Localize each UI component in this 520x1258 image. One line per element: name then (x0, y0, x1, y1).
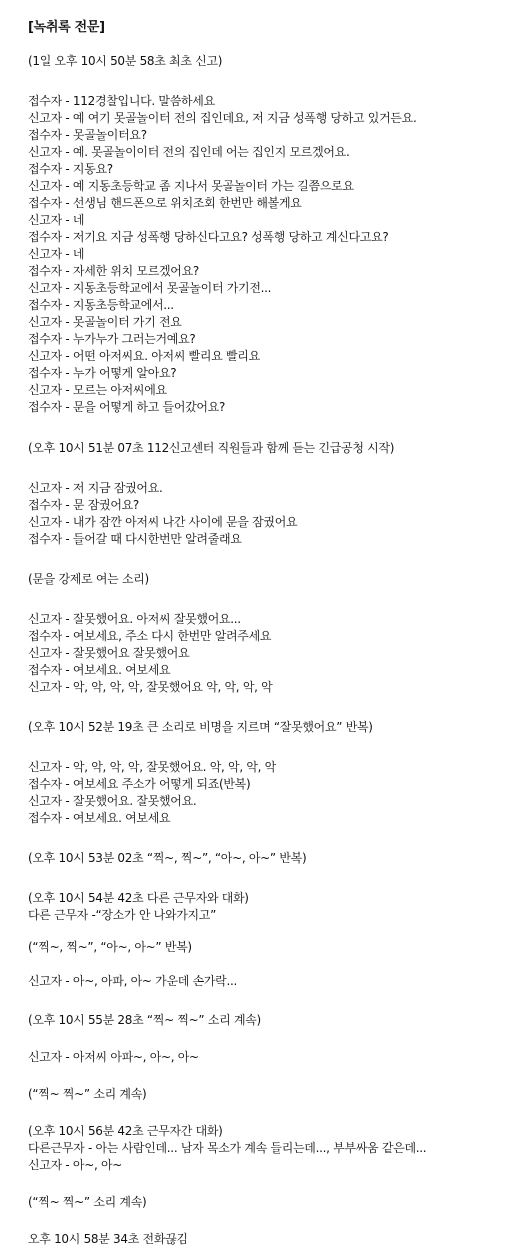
transcript-line: 접수자 - 들어갈 때 다시한번만 알려줄래요 (28, 532, 242, 546)
transcript-line: 접수자 - 지동초등학교에서... (28, 298, 174, 312)
transcript-line: 신고자 - 아~, 아파, 아~ 가운데 손가락... (28, 974, 237, 988)
transcript-line: 접수자 - 여보세요. 여보세요 (28, 663, 171, 677)
transcript-line: 접수자 - 선생님 핸드폰으로 위치조회 한번만 해볼게요 (28, 196, 302, 210)
transcript-line: 접수자 - 여보세요 주소가 어떻게 되죠(반복) (28, 777, 251, 791)
transcript-line: (“찍~ 찍~” 소리 계속) (28, 1195, 147, 1209)
transcript-line: 접수자 - 문 잠궜어요? (28, 498, 139, 512)
transcript-line: (오후 10시 52분 19초 큰 소리로 비명을 지르며 “잘못했어요” 반복) (28, 720, 373, 734)
transcript-line: 오후 10시 58분 34초 전화끊김 (28, 1232, 188, 1246)
transcript-line: (“찍~ 찍~” 소리 계속) (28, 1087, 147, 1101)
transcript-line: 접수자 - 자세한 위치 모르겠어요? (28, 264, 199, 278)
transcript-line: (오후 10시 56분 42초 근무자간 대화) (28, 1124, 223, 1138)
transcript-line: 신고자 - 지동초등학교에서 못골놀이터 가기전... (28, 281, 272, 295)
transcript-line: 접수자 - 여보세요. 여보세요 (28, 811, 171, 825)
transcript-line: (오후 10시 54분 42초 다른 근무자와 대화) (28, 891, 249, 905)
transcript-line: 신고자 - 악, 악, 악, 악, 잘못했어요. 악, 악, 악, 악 (28, 760, 276, 774)
transcript-line: 신고자 - 예. 못골놀이이터 전의 집인데 어는 집인지 모르겠어요. (28, 145, 350, 159)
transcript-line: (오후 10시 55분 28초 “찍~ 찍~” 소리 계속) (28, 1013, 261, 1027)
transcript-line: (1일 오후 10시 50분 58초 최초 신고) (28, 54, 223, 68)
transcript-line: 다른 근무자 -“장소가 안 나와가지고” (28, 908, 217, 922)
transcript-line: 신고자 - 예 지동초등학교 좀 지나서 못골놀이터 가는 길쯤으로요 (28, 179, 354, 193)
transcript-line: 신고자 - 못골놀이터 가기 전요 (28, 315, 182, 329)
transcript-line: 신고자 - 네 (28, 247, 85, 261)
transcript-line: 접수자 - 여보세요, 주소 다시 한번만 알려주세요 (28, 629, 272, 643)
transcript-line: 접수자 - 누가 어떻게 알아요? (28, 366, 177, 380)
transcript-line: 접수자 - 못골놀이터요? (28, 128, 147, 142)
transcript-line: 신고자 - 잘못했어요. 아저씨 잘못했어요... (28, 612, 241, 626)
transcript-line: (오후 10시 53분 02초 “찍~, 찍~”, “아~, 아~” 반복) (28, 851, 307, 865)
transcript-line: (문을 강제로 여는 소리) (28, 572, 149, 586)
transcript-line: (오후 10시 51분 07초 112신고센터 직원들과 함께 듣는 긴급공청 시작) (28, 441, 395, 455)
transcript-line: 접수자 - 문을 어떻게 하고 들어갔어요? (28, 400, 226, 414)
document-title: [녹취록 전문] (28, 20, 105, 35)
transcript-line: 신고자 - 아저씨 아파~, 아~, 아~ (28, 1050, 199, 1064)
transcript-line: 신고자 - 네 (28, 213, 85, 227)
transcript-line: 신고자 - 어떤 아저씨요. 아저씨 빨리요 빨리요 (28, 349, 260, 363)
transcript-line: 접수자 - 저기요 지금 성폭행 당하신다고요? 성폭행 당하고 계신다고요? (28, 230, 389, 244)
transcript-line: 신고자 - 모르는 아저씨에요 (28, 383, 167, 397)
transcript-line: 신고자 - 내가 잠깐 아저씨 나간 사이에 문을 잠궜어요 (28, 515, 298, 529)
transcript-line: 다른근무자 - 아는 사람인데... 남자 목소가 계속 들리는데..., 부부싸움 같은데... (28, 1141, 427, 1155)
transcript-line: 신고자 - 저 지금 잠궜어요. (28, 481, 163, 495)
transcript-line: 접수자 - 지동요? (28, 162, 113, 176)
transcript-line: 신고자 - 아~, 아~ (28, 1158, 123, 1172)
transcript-line: 신고자 - 잘못했어요 잘못했어요 (28, 646, 190, 660)
transcript-line: 신고자 - 악, 악, 악, 악, 잘못했어요 악, 악, 악, 악 (28, 680, 273, 694)
transcript-line: 신고자 - 잘못했어요. 잘못했어요. (28, 794, 197, 808)
transcript-line: 신고자 - 예 여기 못골놀이터 전의 집인데요, 저 지금 성폭행 당하고 있거든요. (28, 111, 417, 125)
transcript-line: (“찍~, 찍~”, “아~, 아~” 반복) (28, 940, 192, 954)
transcript-line: 접수자 - 112경찰입니다. 말씀하세요 (28, 94, 215, 108)
transcript-line: 접수자 - 누가누가 그러는거예요? (28, 332, 196, 346)
